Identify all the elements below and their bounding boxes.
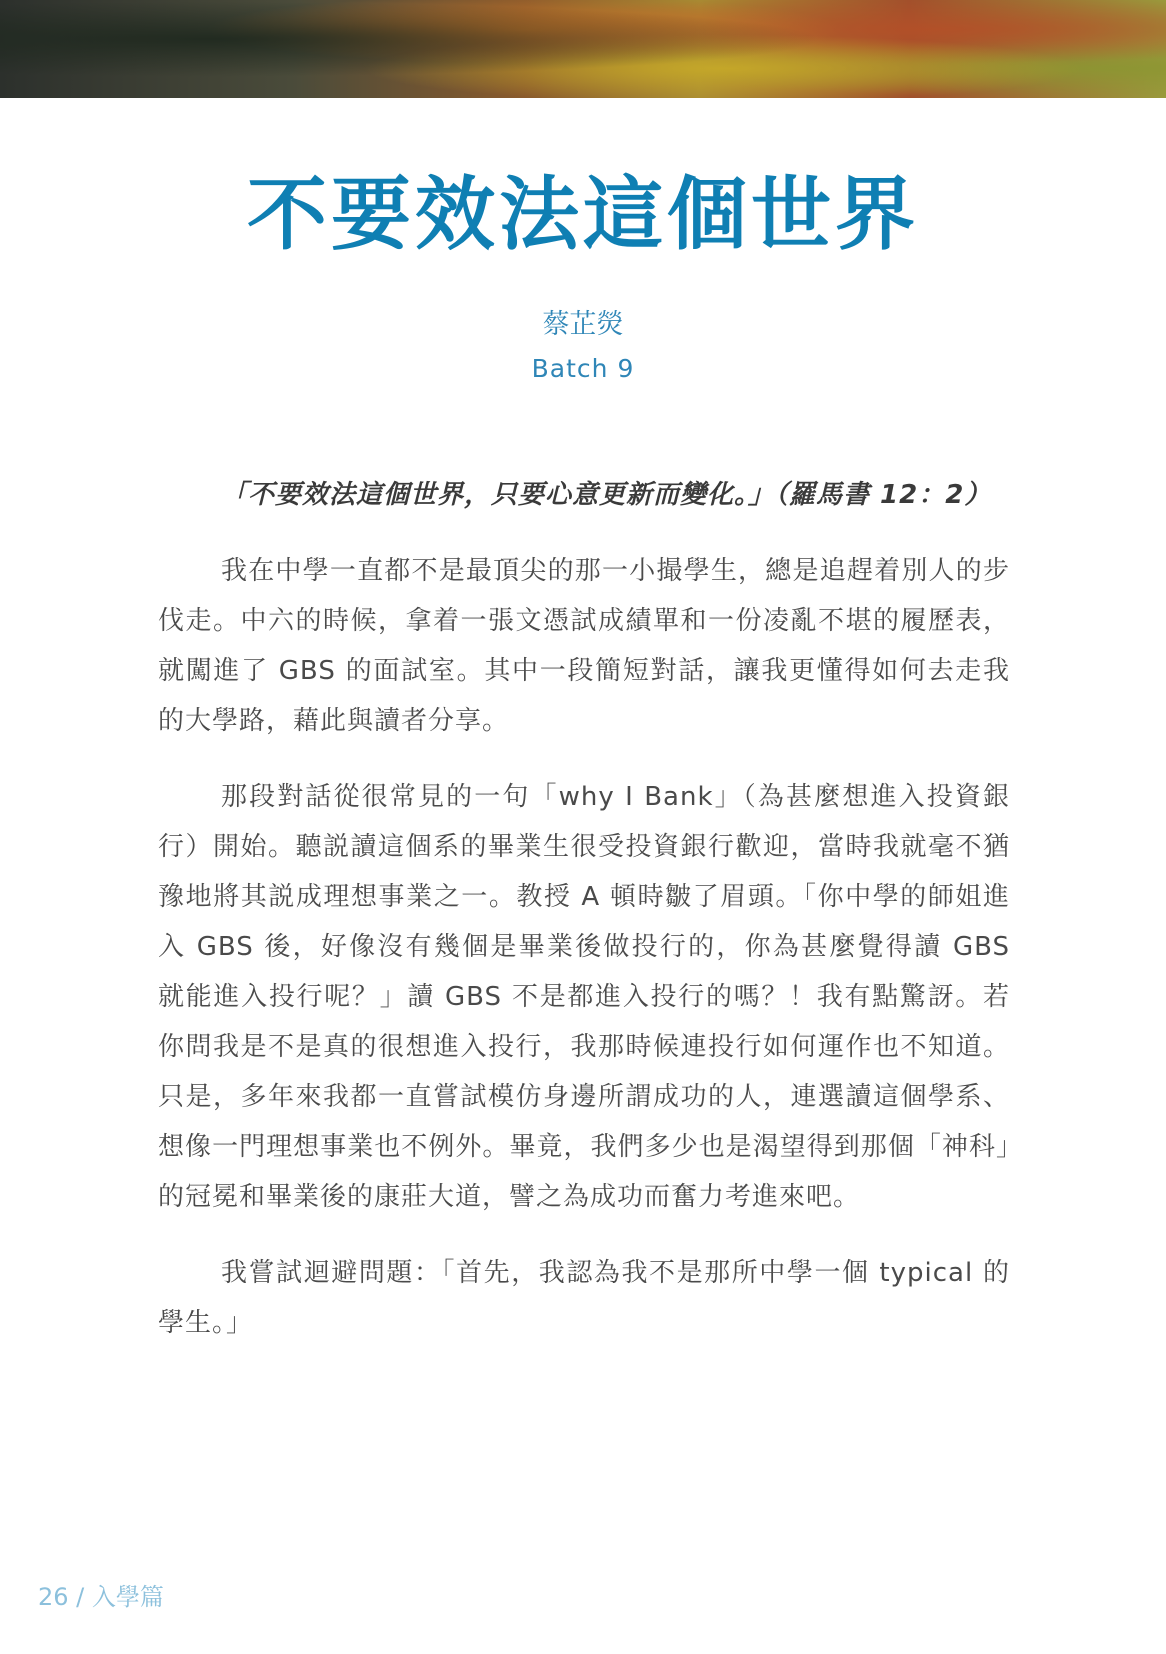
article-body xyxy=(158,470,1010,1374)
scripture-quote: 「不要效法這個世界，只要心意更新而變化。」（羅馬書 12：2） xyxy=(221,480,992,510)
page-title: 不要效法這個世界 xyxy=(247,168,919,261)
page-footer: 26 / 入學篇 xyxy=(38,1583,164,1611)
author-batch: Batch 9 xyxy=(531,354,635,383)
header-banner-image xyxy=(0,0,1166,98)
paragraph: 那段對話從很常見的一句「why I Bank」（為甚麼想進入投資銀行）開始。聽説讀這個系的畢業生很受投資銀行歡迎，當時我就毫不猶豫地將其説成理想事業之一。教授 A 頓時皺了眉頭。「你中學的師姐進入 GBS 後，好像沒有幾個是畢業後做投行的，你為甚麼覺得讀 GBS 就能進入投行呢？」讀 GBS 不是都進入投行的嗎？！我有點驚訝。若你問我是不是真的很想進入投行，我那時候連投行如何運作也不知道。只是，多年來我都一直嘗試模仿身邊所謂成功的人，連選讀這個學系、想像一門理想事業也不例外。畢竟，我們多少也是渴望得到那個「神科」的冠冕和畢業後的康莊大道，譬之為成功而奮力考進來吧。 xyxy=(158,782,1010,1212)
author-name: 蔡芷熒 xyxy=(542,309,624,340)
paragraph: 我在中學一直都不是最頂尖的那一小撮學生，總是追趕着別人的步伐走。中六的時候，拿着一張文憑試成績單和一份凌亂不堪的履歷表，就闖進了 GBS 的面試室。其中一段簡短對話，讓我更懂得如何去走我的大學路，藉此與讀者分享。 xyxy=(158,556,1010,736)
paragraph: 我嘗試迴避問題：「首先，我認為我不是那所中學一個 typical 的學生。」 xyxy=(158,1258,1010,1338)
